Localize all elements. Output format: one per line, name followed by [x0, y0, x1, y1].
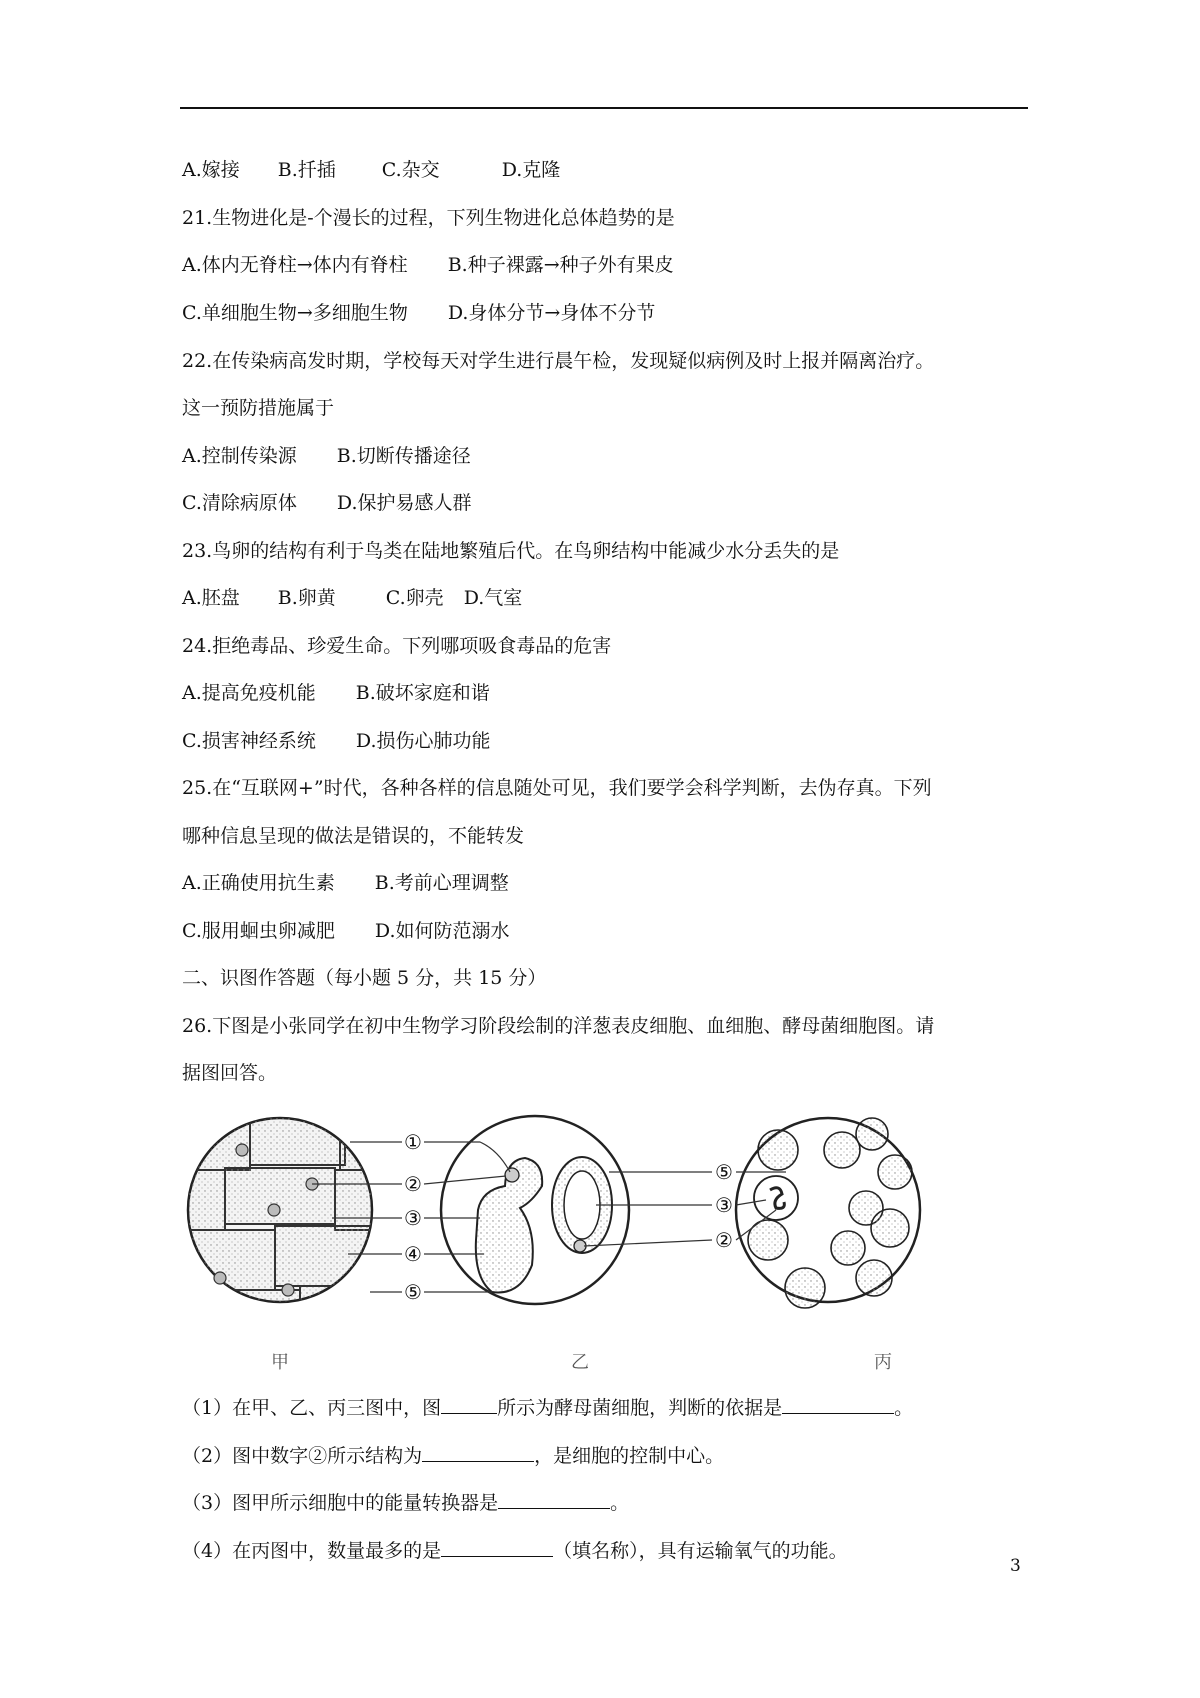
q24-option-b: B.破坏家庭和谐 — [355, 682, 490, 704]
answer-blank-3[interactable] — [498, 1490, 610, 1509]
q25-option-b: B.考前心理调整 — [374, 872, 509, 894]
label-5-left: ⑤ — [404, 1280, 422, 1304]
blood-cells-figure — [736, 1118, 920, 1308]
page-number: 3 — [1010, 1556, 1021, 1576]
cell-diagram — [180, 1100, 1000, 1380]
header-rule — [180, 107, 1028, 109]
q24-options-row1 — [182, 681, 490, 705]
q24-options-row2 — [182, 729, 491, 753]
q22-stem-cont: 这一预防措施属于 — [182, 397, 335, 419]
q24-option-a: A.提高免疫机能 — [182, 682, 316, 704]
answer-blank-4[interactable] — [441, 1538, 553, 1557]
caption-jia: 甲 — [271, 1352, 289, 1373]
q22-option-c: C.清除病原体 — [182, 492, 297, 514]
q21-option-c: C.单细胞生物→多细胞生物 — [182, 302, 408, 324]
q26-stem-cont: 据图回答。 — [182, 1062, 278, 1084]
q23-option-c: C.卵壳 — [385, 587, 444, 609]
q20-option-c: C.杂交 — [381, 159, 440, 181]
q22-option-b: B.切断传播途径 — [336, 445, 471, 467]
q21-option-a: A.体内无脊柱→体内有脊柱 — [182, 254, 408, 276]
caption-yi: 乙 — [571, 1352, 589, 1373]
q21-options-row2 — [182, 301, 655, 325]
q26-stem: 26.下图是小张同学在初中生物学习阶段绘制的洋葱表皮细胞、血细胞、酵母菌细胞图。请 — [182, 1015, 935, 1037]
q22-option-d: D.保护易感人群 — [336, 492, 472, 514]
label-1-left: ① — [404, 1130, 422, 1154]
q22-option-a: A.控制传染源 — [182, 445, 297, 467]
q23-stem: 23.鸟卵的结构有利于鸟类在陆地繁殖后代。在鸟卵结构中能减少水分丢失的是 — [182, 540, 840, 562]
caption-bing: 丙 — [874, 1352, 892, 1373]
answer-blank-1a[interactable] — [441, 1395, 497, 1414]
q24-stem: 24.拒绝毒品、珍爱生命。下列哪项吸食毒品的危害 — [182, 635, 612, 657]
q25-option-c: C.服用蛔虫卵减肥 — [182, 920, 335, 942]
q20-option-b: B.扦插 — [277, 159, 336, 181]
q20-option-a: A.嫁接 — [182, 159, 240, 181]
yeast-cell-figure — [441, 1116, 629, 1304]
q22-stem: 22.在传染病高发时期，学校每天对学生进行晨午检，发现疑似病例及时上报并隔离治疗。 — [182, 350, 935, 372]
q25-option-a: A.正确使用抗生素 — [182, 872, 335, 894]
label-3-right: ③ — [715, 1193, 733, 1217]
q21-options-row1 — [182, 253, 674, 277]
q25-options-row1 — [182, 871, 509, 895]
label-2-left: ② — [404, 1172, 422, 1196]
q20-options — [182, 158, 560, 182]
label-3-left: ③ — [404, 1206, 422, 1230]
q25-stem-cont: 哪种信息呈现的做法是错误的，不能转发 — [182, 825, 525, 847]
answer-blank-2[interactable] — [422, 1443, 534, 1462]
q25-options-row2 — [182, 919, 510, 943]
q23-options — [182, 586, 522, 610]
q21-stem: 21.生物进化是-个漫长的过程，下列生物进化总体趋势的是 — [182, 207, 675, 229]
q26-sub1: （1）在甲、乙、丙三图中，图 所示为酵母菌细胞，判断的依据是 。 — [182, 1397, 914, 1419]
q22-options-row2 — [182, 491, 472, 515]
q23-option-b: B.卵黄 — [277, 587, 336, 609]
label-2-right: ② — [715, 1228, 733, 1252]
answer-blank-1b[interactable] — [782, 1395, 894, 1414]
q26-sub3: （3）图甲所示细胞中的能量转换器是 。 — [182, 1492, 630, 1514]
q23-option-a: A.胚盘 — [182, 587, 240, 609]
q24-option-d: D.损伤心肺功能 — [355, 730, 491, 752]
q25-stem: 25.在“互联网+”时代，各种各样的信息随处可见，我们要学会科学判断，去伪存真。下列 — [182, 777, 932, 799]
q26-sub2: （2）图中数字②所示结构为 ，是细胞的控制中心。 — [182, 1445, 725, 1467]
q20-option-d: D.克隆 — [501, 159, 561, 181]
q25-option-d: D.如何防范溺水 — [374, 920, 510, 942]
section-2-heading: 二、识图作答题（每小题 5 分，共 15 分） — [182, 967, 547, 989]
q24-option-c: C.损害神经系统 — [182, 730, 316, 752]
q22-options-row1 — [182, 444, 471, 468]
label-5-right: ⑤ — [715, 1160, 733, 1184]
q26-sub4: （4）在丙图中，数量最多的是 （填名称），具有运输氧气的功能。 — [182, 1540, 848, 1562]
q21-option-b: B.种子裸露→种子外有果皮 — [447, 254, 674, 276]
q21-option-d: D.身体分节→身体不分节 — [447, 302, 656, 324]
label-4-left: ④ — [404, 1242, 422, 1266]
q23-option-d: D.气室 — [463, 587, 523, 609]
